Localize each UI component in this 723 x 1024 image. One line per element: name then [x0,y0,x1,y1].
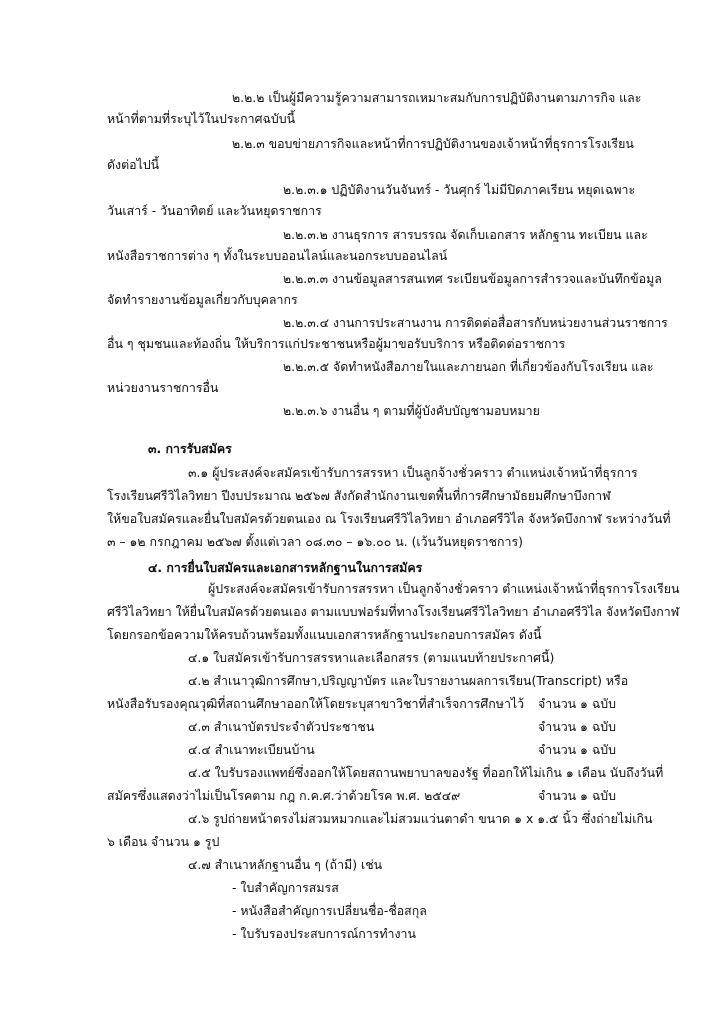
item-2-2-3-1-line1: ๒.๒.๓.๑ ปฏิบัติงานวันจันทร์ - วันศุกร์ ไม่มีปิดภาคเรียน หยุดเฉพาะ [283,182,636,197]
item-4-3-count: จำนวน ๑ ฉบับ [538,719,617,734]
item-3-1-line3: ให้ขอใบสมัครและยื่นใบสมัครด้วยตนเอง ณ โรงเรียนศรีวิไลวิทยา อำเภอศรีวิไล จังหวัดบึงกาฬ ระหว่างวันที่ [107,511,671,526]
item-2-2-2-line2: หน้าที่ตามที่ระบุไว้ในประกาศฉบับนี้ [107,111,296,126]
item-4-6-line2: ๖ เดือน จำนวน ๑ รูป [107,834,220,849]
item-3-1-line4: ๓ – ๑๒ กรกฎาคม ๒๕๖๗ ตั้งแต่เวลา ๐๘.๓๐ – ๑๖.๐๐ น. (เว้นวันหยุดราชการ) [107,534,523,549]
item-2-2-2-line1: ๒.๒.๒ เป็นผู้มีความรู้ความสามารถเหมาะสมกับการปฏิบัติงานตามภารกิจ และ [232,90,642,105]
item-4-4-count: จำนวน ๑ ฉบับ [538,742,617,757]
item-4-3: ๔.๓ สำเนาบัตรประจำตัวประชาชน [188,719,375,734]
item-4-7-a: - ใบสำคัญการสมรส [232,880,339,895]
item-4-7-c: - ใบรับรองประสบการณ์การทำงาน [232,926,416,941]
item-4-7: ๔.๗ สำเนาหลักฐานอื่น ๆ (ถ้ามี) เช่น [188,857,383,872]
item-2-2-3-line2: ดังต่อไปนี้ [107,157,160,172]
item-4-6-line1: ๔.๖ รูปถ่ายหน้าตรงไม่สวมหมวกและไม่สวมแว่นตาดำ ขนาด ๑ x ๑.๕ นิ้ว ซึ่งถ่ายไม่เกิน [188,811,653,826]
item-2-2-3-4-line1: ๒.๒.๓.๔ งานการประสานงาน การติดต่อสื่อสารกับหน่วยงานส่วนราชการ [283,315,668,330]
item-4-5-line2: สมัครซึ่งแสดงว่าไม่เป็นโรคตาม กฎ ก.ค.ศ.ว่าด้วยโรค พ.ศ. ๒๕๔๙ [107,788,461,803]
section-3-heading: ๓. การรับสมัคร [148,441,232,456]
item-4-1: ๔.๑ ใบสมัครเข้ารับการสรรหาและเลือกสรร (ตามแนบท้ายประกาศนี้) [188,650,555,665]
item-2-2-3-line1: ๒.๒.๓ ขอบข่ายภารกิจและหน้าที่การปฏิบัติงานของเจ้าหน้าที่ธุรการโรงเรียน [232,136,634,151]
item-2-2-3-1-line2: วันเสาร์ - วันอาทิตย์ และวันหยุดราชการ [107,203,322,218]
item-2-2-3-5-line2: หน่วยงานราชการอื่น [107,380,219,395]
item-2-2-3-2-line2: หนังสือราชการต่าง ๆ ทั้งในระบบออนไลน์และนอกระบบออนไลน์ [107,248,448,263]
section-4-intro-line3: โดยกรอกข้อความให้ครบถ้วนพร้อมทั้งแนบเอกสารหลักฐานประกอบการสมัคร ดังนี้ [107,627,542,642]
item-2-2-3-6-line1: ๒.๒.๓.๖ งานอื่น ๆ ตามที่ผู้บังคับบัญชามอบหมาย [283,403,540,418]
item-4-5-line1: ๔.๕ ใบรับรองแพทย์ซึ่งออกให้โดยสถานพยาบาลของรัฐ ที่ออกให้ไม่เกิน ๑ เดือน นับถึงวันที่ [188,765,664,780]
section-4-heading: ๔. การยื่นใบสมัครและเอกสารหลักฐานในการสมัคร [148,560,423,575]
item-4-2-line2: หนังสือรับรองคุณวุฒิที่สถานศึกษาออกให้โดยระบุสาขาวิชาที่สำเร็จการศึกษาไว้ [107,696,525,711]
item-2-2-3-4-line2: อื่น ๆ ชุมชนและท้องถิ่น ให้บริการแก่ประชาชนหรือผู้มาขอรับบริการ หรือติดต่อราชการ [107,336,566,351]
item-4-7-b: - หนังสือสำคัญการเปลี่ยนชื่อ-ชื่อสกุล [232,903,427,918]
item-2-2-3-3-line2: จัดทำรายงานข้อมูลเกี่ยวกับบุคลากร [107,292,298,307]
section-4-intro-line2: ศรีวิไลวิทยา ให้ยื่นใบสมัครด้วยตนเอง ตามแบบฟอร์มที่ทางโรงเรียนศรีวิไลวิทยา อำเภอศรีวิไล จังหวัดบึงกาฬ [107,604,680,619]
item-2-2-3-2-line1: ๒.๒.๓.๒ งานธุรการ สารบรรณ จัดเก็บเอกสาร หลักฐาน ทะเบียน และ [283,227,648,242]
item-3-1-line2: โรงเรียนศรีวิไลวิทยา ปีงบประมาณ ๒๕๖๗ สังกัดสำนักงานเขตพื้นที่การศึกษามัธยมศึกษาบึงกาฬ [107,488,611,503]
item-4-2-line1: ๔.๒ สำเนาวุฒิการศึกษา,ปริญญาบัตร และใบรายงานผลการเรียน(Transcript) หรือ [188,673,629,688]
item-2-2-3-5-line1: ๒.๒.๓.๕ จัดทำหนังสือภายในและภายนอก ที่เกี่ยวข้องกับโรงเรียน และ [283,359,654,374]
item-4-2-count: จำนวน ๑ ฉบับ [538,696,617,711]
item-4-4: ๔.๔ สำเนาทะเบียนบ้าน [188,742,315,757]
item-4-5-count: จำนวน ๑ ฉบับ [538,788,617,803]
item-3-1-line1: ๓.๑ ผู้ประสงค์จะสมัครเข้ารับการสรรหา เป็นลูกจ้างชั่วคราว ตำแหน่งเจ้าหน้าที่ธุรการ [188,465,638,480]
item-2-2-3-3-line1: ๒.๒.๓.๓ งานข้อมูลสารสนเทศ ระเบียนข้อมูลการสำรวจและบันทึกข้อมูล [283,271,662,286]
section-4-intro-line1: ผู้ประสงค์จะสมัครเข้ารับการสรรหา เป็นลูกจ้างชั่วคราว ตำแหน่งเจ้าหน้าที่ธุรการโรงเรียน [208,581,680,596]
